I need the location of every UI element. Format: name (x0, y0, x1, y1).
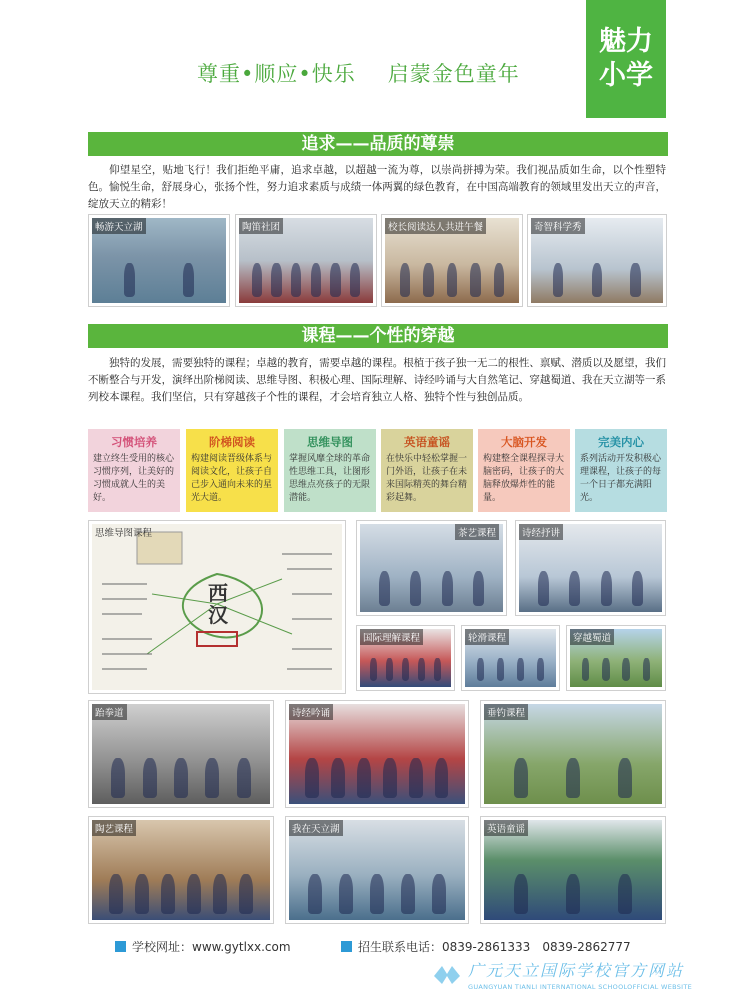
bullet-square-icon (341, 941, 352, 952)
photo-lake (88, 214, 230, 307)
footer-phone (341, 938, 631, 955)
photo-ocarina (235, 214, 377, 307)
photo-caption: 垂钓课程 (484, 704, 528, 720)
photo-hiking (566, 625, 666, 691)
photo-lunch (381, 214, 523, 307)
card-body: 系列活动开发积极心理课程，让孩子的每一个日子都充满阳光。 (580, 454, 662, 503)
card-reading (186, 429, 278, 512)
card-body: 构建阅读晋级体系与阅读文化，让孩子自己步入通向未来的星光大道。 (191, 454, 273, 503)
photo-caption: 跆拳道 (92, 704, 127, 720)
school-logo-icon (432, 962, 462, 988)
card-title: 思维导图 (307, 435, 353, 449)
card-body: 在快乐中轻松掌握一门外语，让孩子在未来国际精英的舞台精彩起舞。 (386, 454, 468, 503)
card-brain (478, 429, 570, 512)
section1-text: 仰望星空，贴地飞行！我们拒绝平庸，追求卓越，以超越一流为尊，以崇尚拼搏为荣。我们视品质如生命，以个性塑特色。愉悦生命，舒展身心，张扬个性，努力追求素质与成绩一体两翼的绿色教育，在中国高端教育的领域里发出天立的声音，绽放天立的精彩！ (88, 164, 666, 210)
photo-science (527, 214, 667, 307)
card-heart (575, 429, 667, 512)
photo-caption: 我在天立湖 (289, 820, 343, 836)
photo-poem (515, 520, 666, 616)
card-habit (88, 429, 180, 512)
phone-text: 招生联系电话：0839-2861333 0839-2862777 (358, 940, 631, 954)
photo-skating (461, 625, 560, 691)
card-title: 大脑开发 (501, 435, 547, 449)
card-english (381, 429, 473, 512)
photo-caption: 英语童谣 (484, 820, 528, 836)
section2-title: 课程——个性的穿越 (88, 324, 668, 348)
photo-recitation (285, 700, 469, 808)
card-title: 习惯培养 (111, 435, 157, 449)
mindmap-center-text: 西汉 (208, 581, 228, 627)
section2-text: 独特的发展，需要独特的课程；卓越的教育，需要卓越的课程。根植于孩子独一无二的根性、禀赋、潜质以及愿望，我们不断整合与开发，演绎出阶梯阅读、思维导图、积极心理、国际理解、诗经吟诵与大自然笔记、穿越蜀道、我在天立湖等一系列校本课程。我们坚信，只有穿越孩子个性的课程，才会培育独立人格、独特个性与独创品质。 (88, 357, 666, 403)
photo-caption: 奇智科学秀 (531, 218, 585, 234)
photo-mindmap (88, 520, 346, 694)
card-body: 掌握风靡全球的革命性思维工具，让图形思维点亮孩子的无限潜能。 (289, 454, 371, 503)
slogan (197, 58, 520, 88)
card-mindmap (284, 429, 376, 512)
card-title: 阶梯阅读 (209, 435, 255, 449)
badge-line1: 魅力 (599, 26, 653, 57)
photo-taekwondo (88, 700, 274, 808)
photo-tea (356, 520, 507, 616)
card-title: 英语童谣 (404, 435, 450, 449)
photo-caption: 茶艺课程 (455, 524, 499, 540)
photo-caption: 诗经抒讲 (519, 524, 563, 540)
photo-caption: 国际理解课程 (360, 629, 423, 645)
photo-caption: 陶艺课程 (92, 820, 136, 836)
brand-badge (586, 0, 666, 118)
photo-tianli-lake (285, 816, 469, 924)
photo-caption: 陶笛社团 (239, 218, 283, 234)
photo-caption: 畅游天立湖 (92, 218, 146, 234)
website-text: 学校网址：www.gytlxx.com (132, 940, 291, 954)
watermark-cn: 广元天立国际学校官方网站 (468, 961, 685, 980)
footer-website (115, 938, 291, 955)
photo-fishing (480, 700, 666, 808)
photo-english (480, 816, 666, 924)
photo-caption: 穿越蜀道 (570, 629, 614, 645)
photo-caption: 校长阅读达人共进午餐 (385, 218, 486, 234)
section1-title: 追求——品质的尊崇 (88, 132, 668, 156)
watermark-en: GUANGYUAN TIANLI INTERNATIONAL SCHOOLOFFICIAL WEBSITE (468, 983, 693, 991)
card-title: 完美内心 (598, 435, 644, 449)
photo-international (356, 625, 455, 691)
photo-caption: 诗经吟诵 (289, 704, 333, 720)
photo-pottery (88, 816, 274, 924)
watermark (432, 958, 692, 991)
card-body: 建立终生受用的核心习惯序列，让美好的习惯成就人生的美好。 (93, 454, 175, 503)
slogan-part2: 启蒙金色童年 (387, 62, 520, 86)
card-body: 构建整全课程探寻大脑密码，让孩子的大脑释放爆炸性的能量。 (483, 454, 565, 503)
slogan-part1: 尊重•顺应•快乐 (197, 62, 356, 86)
photo-caption: 轮滑课程 (465, 629, 509, 645)
badge-line2: 小学 (599, 60, 653, 91)
photo-caption: 思维导图课程 (95, 528, 153, 539)
bullet-square-icon (115, 941, 126, 952)
